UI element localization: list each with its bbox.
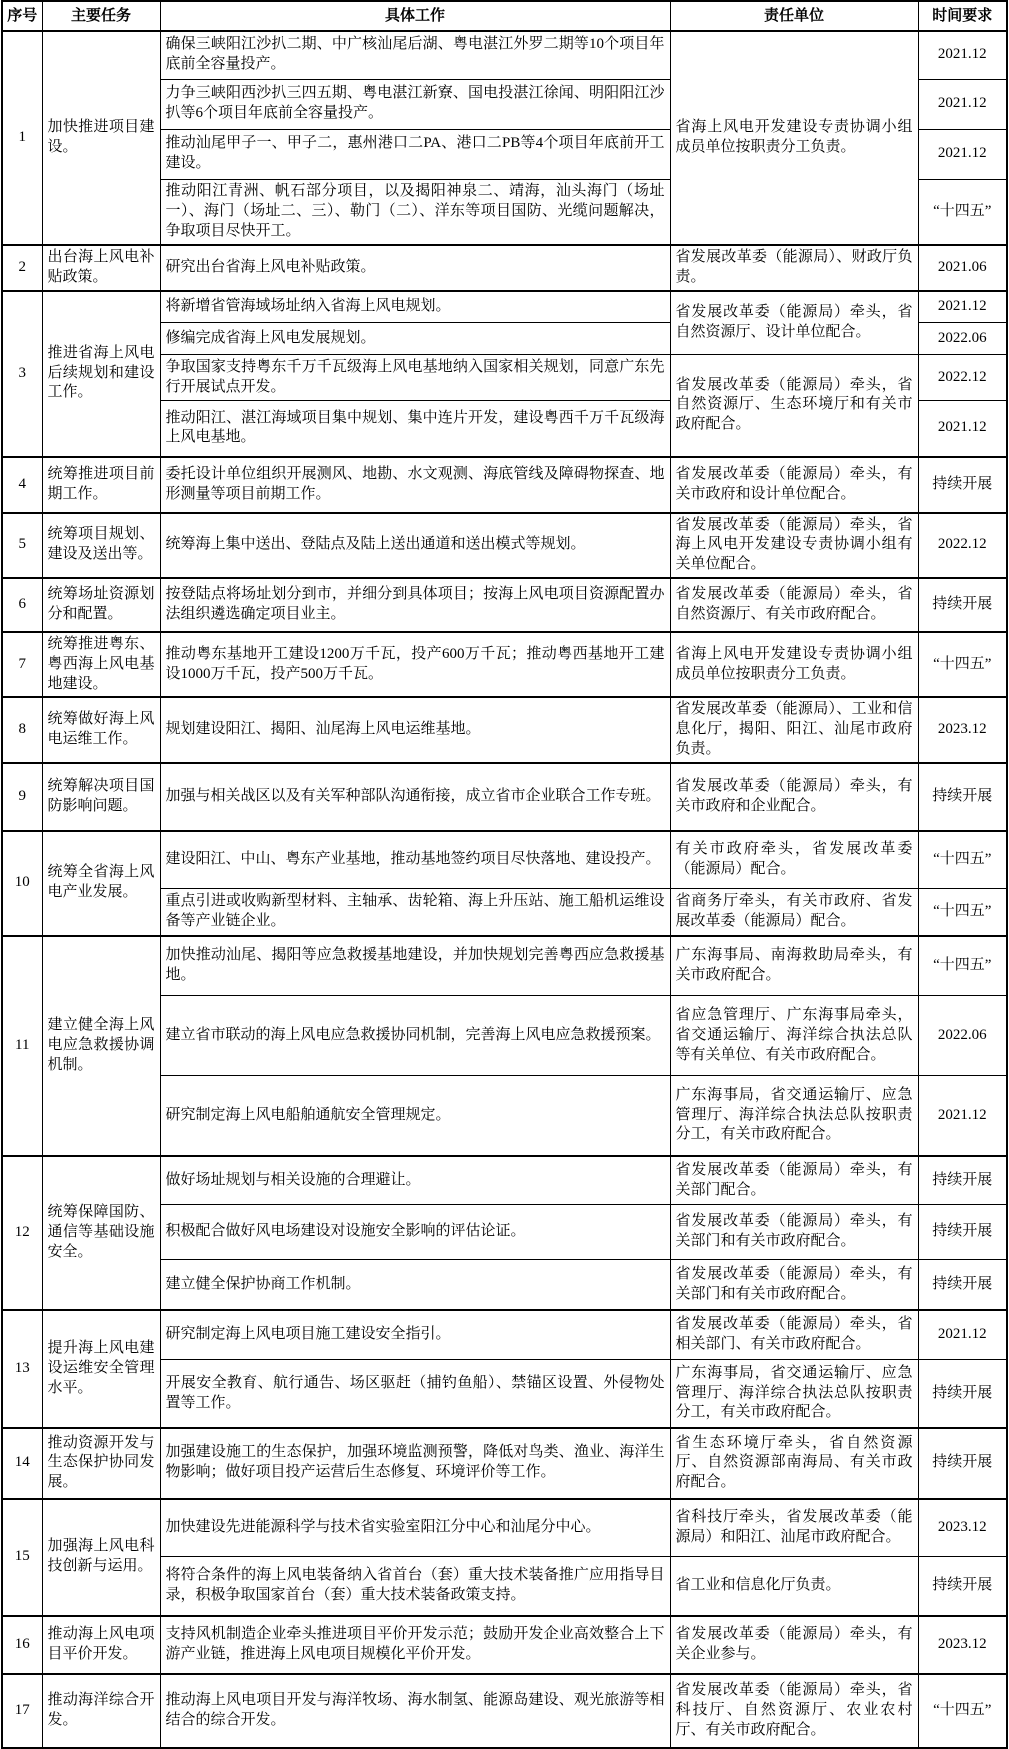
time-cell: 2023.12 — [918, 1616, 1007, 1674]
time-cell: 2021.12 — [918, 129, 1007, 179]
time-cell: 2021.12 — [918, 31, 1007, 79]
resp-cell: 省商务厅牵头，有关市政府、省发展改革委（能源局）配合。 — [670, 889, 918, 936]
work-cell: 将符合条件的海上风电装备纳入省首台（套）重大技术装备推广应用指导目录，积极争取国家首台（套）重大技术装备政策支持。 — [160, 1557, 670, 1616]
resp-cell: 广东海事局、南海救助局牵头，有关市政府配合。 — [670, 936, 918, 996]
work-cell: 统筹海上集中送出、登陆点及陆上送出通道和送出模式等规划。 — [160, 513, 670, 578]
task-cell: 加强海上风电科技创新与运用。 — [42, 1499, 160, 1616]
work-cell: 争取国家支持粤东千万千瓦级海上风电基地纳入国家相关规划，同意广东先行开展试点开发。 — [160, 355, 670, 401]
time-cell: 2021.12 — [918, 1076, 1007, 1156]
resp-cell: 省发展改革委（能源局）牵头，省相关部门、有关市政府配合。 — [670, 1310, 918, 1360]
resp-cell: 省发展改革委（能源局）牵头，省自然资源厅、设计单位配合。 — [670, 291, 918, 355]
resp-cell: 省发展改革委（能源局）牵头，有关部门配合。 — [670, 1156, 918, 1205]
table-row — [2, 697, 1007, 762]
time-cell: 持续开展 — [918, 457, 1007, 513]
resp-cell: 省发展改革委（能源局）牵头，有关市政府和企业配合。 — [670, 763, 918, 831]
table-row — [2, 457, 1007, 513]
table-row — [2, 31, 1007, 79]
work-cell: 积极配合做好风电场建设对设施安全影响的评估论证。 — [160, 1205, 670, 1260]
resp-cell: 省工业和信息化厅负责。 — [670, 1557, 918, 1616]
work-cell: 研究制定海上风电船舶通航安全管理规定。 — [160, 1076, 670, 1156]
task-cell: 建立健全海上风电应急救援协调机制。 — [42, 936, 160, 1156]
work-cell: 加强建设施工的生态保护，加强环境监测预警，降低对鸟类、渔业、海洋生物影响；做好项目投产运营后生态修复、环境评价等工作。 — [160, 1428, 670, 1499]
table-row — [2, 1499, 1007, 1557]
table-row — [2, 632, 1007, 697]
header-no: 序号 — [2, 1, 42, 31]
task-cell: 统筹项目规划、建设及送出等。 — [42, 513, 160, 578]
resp-cell: 省海上风电开发建设专责协调小组成员单位按职责分工负责。 — [670, 31, 918, 245]
work-cell: 推动海上风电项目开发与海洋牧场、海水制氢、能源岛建设、观光旅游等相结合的综合开发。 — [160, 1674, 670, 1748]
task-cell: 推进省海上风电后续规划和建设工作。 — [42, 291, 160, 457]
resp-cell: 省科技厅牵头，省发展改革委（能源局）和阳江、汕尾市政府配合。 — [670, 1499, 918, 1557]
work-cell: 委托设计单位组织开展测风、地勘、水文观测、海底管线及障碍物探查、地形测量等项目前期工作。 — [160, 457, 670, 513]
time-cell: “十四五” — [918, 179, 1007, 245]
row-number-cell: 11 — [2, 936, 42, 1156]
row-number-cell: 8 — [2, 697, 42, 762]
work-cell: 建立省市联动的海上风电应急救援协同机制，完善海上风电应急救援预案。 — [160, 996, 670, 1076]
task-cell: 推动海上风电项目平价开发。 — [42, 1616, 160, 1674]
row-number-cell: 1 — [2, 31, 42, 245]
table-row — [2, 291, 1007, 323]
resp-cell: 广东海事局，省交通运输厅、应急管理厅、海洋综合执法总队按职责分工，有关市政府配合。 — [670, 1360, 918, 1428]
work-cell: 建设阳江、中山、粤东产业基地，推动基地签约项目尽快落地、建设投产。 — [160, 831, 670, 889]
row-number-cell: 9 — [2, 763, 42, 831]
task-cell: 推动海洋综合开发。 — [42, 1674, 160, 1748]
task-cell: 统筹推进项目前期工作。 — [42, 457, 160, 513]
table-row — [2, 831, 1007, 889]
time-cell: 2023.12 — [918, 697, 1007, 762]
time-cell: 2021.06 — [918, 245, 1007, 291]
time-cell: 2021.12 — [918, 1310, 1007, 1360]
work-cell: 推动阳江青洲、帆石部分项目，以及揭阳神泉二、靖海，汕头海门（场址一）、海门（场址二、三）、勒门（二）、洋东等项目国防、光缆问题解决，争取项目尽快开工。 — [160, 179, 670, 245]
time-cell: “十四五” — [918, 889, 1007, 936]
time-cell: 2022.12 — [918, 355, 1007, 401]
table-row — [2, 936, 1007, 996]
time-cell: 持续开展 — [918, 1360, 1007, 1428]
time-cell: 2021.12 — [918, 79, 1007, 129]
time-cell: 2022.12 — [918, 513, 1007, 578]
header-work: 具体工作 — [160, 1, 670, 31]
time-cell: 持续开展 — [918, 1557, 1007, 1616]
work-cell: 推动粤东基地开工建设1200万千瓦，投产600万千瓦；推动粤西基地开工建设1000万千瓦，投产500万千瓦。 — [160, 632, 670, 697]
task-cell: 统筹场址资源划分和配置。 — [42, 578, 160, 632]
time-cell: 持续开展 — [918, 1260, 1007, 1310]
header-task: 主要任务 — [42, 1, 160, 31]
resp-cell: 省发展改革委（能源局）牵头，有关部门和有关市政府配合。 — [670, 1205, 918, 1260]
time-cell: “十四五” — [918, 936, 1007, 996]
header-resp: 责任单位 — [670, 1, 918, 31]
resp-cell: 省海上风电开发建设专责协调小组成员单位按职责分工负责。 — [670, 632, 918, 697]
table-row — [2, 1428, 1007, 1499]
work-cell: 加快建设先进能源科学与技术省实验室阳江分中心和汕尾分中心。 — [160, 1499, 670, 1557]
row-number-cell: 6 — [2, 578, 42, 632]
resp-cell: 省发展改革委（能源局）牵头，省自然资源厅、有关市政府配合。 — [670, 578, 918, 632]
time-cell: 持续开展 — [918, 1428, 1007, 1499]
row-number-cell: 12 — [2, 1156, 42, 1310]
table-row — [2, 763, 1007, 831]
row-number-cell: 15 — [2, 1499, 42, 1616]
task-cell: 加快推进项目建设。 — [42, 31, 160, 245]
resp-cell: 省发展改革委（能源局）牵头，省科技厅、自然资源厅、农业农村厅、有关市政府配合。 — [670, 1674, 918, 1748]
table-row — [2, 578, 1007, 632]
work-cell: 研究制定海上风电项目施工建设安全指引。 — [160, 1310, 670, 1360]
row-number-cell: 13 — [2, 1310, 42, 1428]
task-cell: 统筹解决项目国防影响问题。 — [42, 763, 160, 831]
time-cell: “十四五” — [918, 632, 1007, 697]
table-row — [2, 245, 1007, 291]
work-cell: 加快推动汕尾、揭阳等应急救援基地建设，并加快规划完善粤西应急救援基地。 — [160, 936, 670, 996]
row-number-cell: 14 — [2, 1428, 42, 1499]
resp-cell: 省发展改革委（能源局）、财政厅负责。 — [670, 245, 918, 291]
resp-cell: 省发展改革委（能源局）牵头，有关市政府和设计单位配合。 — [670, 457, 918, 513]
header-time: 时间要求 — [918, 1, 1007, 31]
table-header-row — [2, 1, 1007, 31]
resp-cell: 省应急管理厅、广东海事局牵头，省交通运输厅、海洋综合执法总队等有关单位、有关市政府配合。 — [670, 996, 918, 1076]
work-cell: 重点引进或收购新型材料、主轴承、齿轮箱、海上升压站、施工船机运维设备等产业链企业。 — [160, 889, 670, 936]
work-cell: 将新增省管海域场址纳入省海上风电规划。 — [160, 291, 670, 323]
task-cell: 统筹保障国防、通信等基础设施安全。 — [42, 1156, 160, 1310]
task-cell: 提升海上风电建设运维安全管理水平。 — [42, 1310, 160, 1428]
row-number-cell: 17 — [2, 1674, 42, 1748]
resp-cell: 省发展改革委（能源局）牵头，有关部门和有关市政府配合。 — [670, 1260, 918, 1310]
work-cell: 建立健全保护协商工作机制。 — [160, 1260, 670, 1310]
time-cell: 持续开展 — [918, 1205, 1007, 1260]
table-row — [2, 1310, 1007, 1360]
work-cell: 开展安全教育、航行通告、场区驱赶（捕钓鱼船）、禁锚区设置、外侵物处置等工作。 — [160, 1360, 670, 1428]
work-cell: 研究出台省海上风电补贴政策。 — [160, 245, 670, 291]
time-cell: 持续开展 — [918, 763, 1007, 831]
time-cell: 持续开展 — [918, 1156, 1007, 1205]
table-row — [2, 513, 1007, 578]
row-number-cell: 10 — [2, 831, 42, 936]
work-cell: 按登陆点将场址划分到市，并细分到具体项目；按海上风电项目资源配置办法组织遴选确定项目业主。 — [160, 578, 670, 632]
work-cell: 做好场址规划与相关设施的合理避让。 — [160, 1156, 670, 1205]
task-cell: 推动资源开发与生态保护协同发展。 — [42, 1428, 160, 1499]
table-row — [2, 1616, 1007, 1674]
resp-cell: 有关市政府牵头，省发展改革委（能源局）配合。 — [670, 831, 918, 889]
resp-cell: 省发展改革委（能源局）牵头，省自然资源厅、生态环境厅和有关市政府配合。 — [670, 355, 918, 457]
resp-cell: 省发展改革委（能源局）牵头，有关企业参与。 — [670, 1616, 918, 1674]
row-number-cell: 2 — [2, 245, 42, 291]
row-number-cell: 5 — [2, 513, 42, 578]
work-cell: 修编完成省海上风电发展规划。 — [160, 323, 670, 355]
time-cell: 2022.06 — [918, 996, 1007, 1076]
resp-cell: 省生态环境厅牵头，省自然资源厅、自然资源部南海局、有关市政府配合。 — [670, 1428, 918, 1499]
row-number-cell: 7 — [2, 632, 42, 697]
row-number-cell: 3 — [2, 291, 42, 457]
work-cell: 确保三峡阳江沙扒二期、中广核汕尾后湖、粤电湛江外罗二期等10个项目年底前全容量投产。 — [160, 31, 670, 79]
resp-cell: 省发展改革委（能源局）、工业和信息化厅，揭阳、阳江、汕尾市政府负责。 — [670, 697, 918, 762]
row-number-cell: 16 — [2, 1616, 42, 1674]
time-cell: 持续开展 — [918, 578, 1007, 632]
work-cell: 加强与相关战区以及有关军种部队沟通衔接，成立省市企业联合工作专班。 — [160, 763, 670, 831]
time-cell: 2021.12 — [918, 401, 1007, 457]
task-cell: 统筹全省海上风电产业发展。 — [42, 831, 160, 936]
row-number-cell: 4 — [2, 457, 42, 513]
time-cell: “十四五” — [918, 831, 1007, 889]
table-row — [2, 1156, 1007, 1205]
task-cell: 统筹推进粤东、粤西海上风电基地建设。 — [42, 632, 160, 697]
time-cell: 2023.12 — [918, 1499, 1007, 1557]
table-row — [2, 1674, 1007, 1748]
work-cell: 力争三峡阳西沙扒三四五期、粤电湛江新寮、国电投湛江徐闻、明阳阳江沙扒等6个项目年底前全容量投产。 — [160, 79, 670, 129]
task-cell: 出台海上风电补贴政策。 — [42, 245, 160, 291]
work-cell: 推动汕尾甲子一、甲子二，惠州港口二PA、港口二PB等4个项目年底前开工建设。 — [160, 129, 670, 179]
time-cell: 2021.12 — [918, 291, 1007, 323]
task-table — [1, 0, 1008, 1749]
work-cell: 规划建设阳江、揭阳、汕尾海上风电运维基地。 — [160, 697, 670, 762]
task-cell: 统筹做好海上风电运维工作。 — [42, 697, 160, 762]
time-cell: 2022.06 — [918, 323, 1007, 355]
work-cell: 支持风机制造企业牵头推进项目平价开发示范；鼓励开发企业高效整合上下游产业链，推进海上风电项目规模化平价开发。 — [160, 1616, 670, 1674]
resp-cell: 省发展改革委（能源局）牵头，省海上风电开发建设专责协调小组有关单位配合。 — [670, 513, 918, 578]
time-cell: “十四五” — [918, 1674, 1007, 1748]
work-cell: 推动阳江、湛江海域项目集中规划、集中连片开发，建设粤西千万千瓦级海上风电基地。 — [160, 401, 670, 457]
resp-cell: 广东海事局，省交通运输厅、应急管理厅、海洋综合执法总队按职责分工，有关市政府配合。 — [670, 1076, 918, 1156]
